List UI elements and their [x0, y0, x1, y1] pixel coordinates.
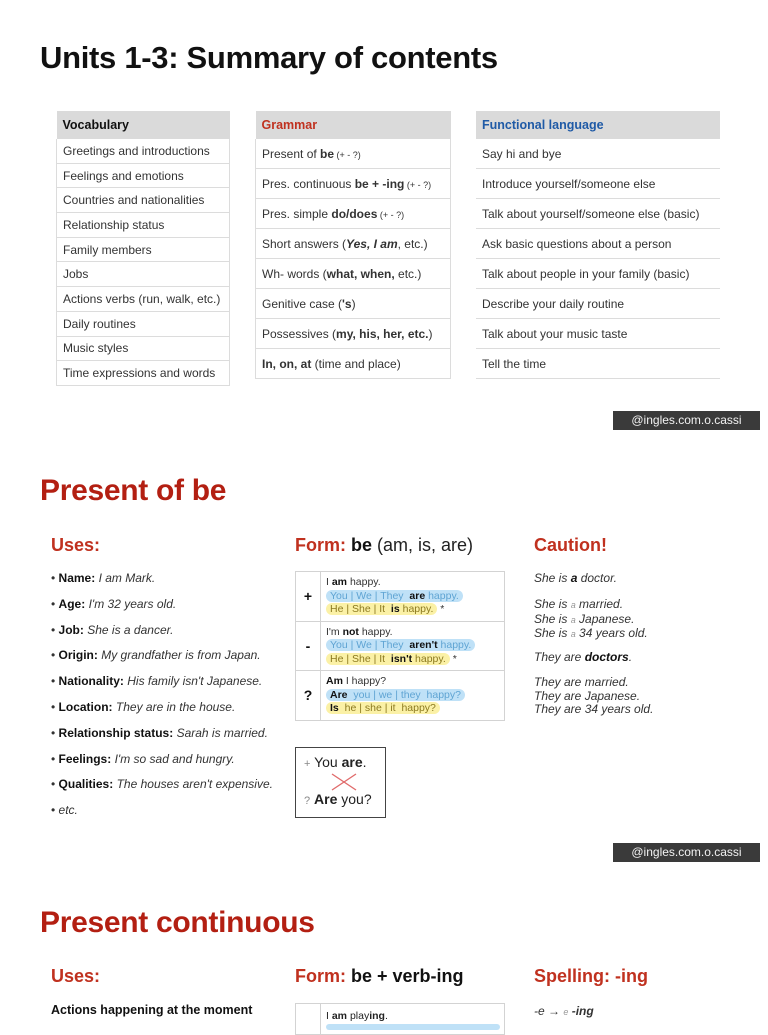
form-row-question: ? Am I happy? Are you | we | they happy? Is he | she | it happy?: [296, 671, 504, 720]
form-table: I am playing.: [295, 1003, 505, 1035]
minus-sign: -: [296, 622, 321, 671]
list-item: • Relationship status: Sarah is married.: [51, 725, 268, 740]
uses-list: [51, 570, 273, 828]
caution-heading: Caution!: [534, 535, 607, 555]
functional-header: Functional language: [476, 111, 720, 139]
form-row-positive: + I am happy. You | We | They are happy. He | She | It is happy. *: [296, 572, 504, 622]
caution-example-2: She is a married. She is a Japanese. She is a 34 years old.: [534, 597, 648, 640]
vocabulary-item: Greetings and introductions: [57, 139, 230, 163]
vocabulary-table: [56, 111, 230, 386]
functional-item: Talk about yourself/someone else (basic): [476, 199, 720, 229]
vocabulary-item: Music styles: [57, 336, 230, 361]
grammar-item: In, on, at (time and place): [256, 349, 451, 379]
grammar-item: Pres. continuous be + -ing (+ - ?): [256, 169, 451, 199]
grammar-table: [255, 111, 451, 379]
uses-heading: Uses:: [51, 535, 101, 555]
list-item: • Job: She is a dancer.: [51, 622, 174, 637]
list-item: • Nationality: His family isn't Japanese.: [51, 674, 263, 689]
author-handle: @ingles.com.o.cassi: [613, 843, 760, 862]
cross-icon: [330, 772, 358, 792]
vocabulary-item: Time expressions and words: [57, 361, 230, 386]
list-item: • Location: They are in the house.: [51, 699, 236, 714]
plus-sign: +: [296, 572, 321, 621]
grammar-item: Short answers (Yes, I am, etc.): [256, 229, 451, 259]
form-heading: Form: be + verb-ing: [295, 966, 464, 986]
caution-example-1: She is a doctor.: [534, 571, 617, 585]
vocabulary-item: Countries and nationalities: [57, 188, 230, 213]
list-item: • Name: I am Mark.: [51, 571, 156, 585]
functional-language-table: [476, 111, 720, 379]
short-answer-box: + You are. ? Are you?: [295, 747, 386, 818]
use-item: Actions happening at the moment: [51, 1003, 253, 1017]
spelling-heading: Spelling: -ing: [534, 966, 648, 986]
list-item: • Feelings: I'm so sad and hungry.: [51, 751, 235, 766]
vocabulary-item: Actions verbs (run, walk, etc.): [57, 287, 230, 312]
grammar-item: Genitive case ('s): [256, 289, 451, 319]
vocabulary-item: Jobs: [57, 262, 230, 287]
grammar-header: Grammar: [256, 111, 451, 139]
grammar-item: Present of be (+ - ?): [256, 139, 451, 169]
vocabulary-item: Family members: [57, 237, 230, 262]
page-title: Units 1-3: Summary of contents: [40, 40, 498, 75]
functional-item: Introduce yourself/someone else: [476, 169, 720, 199]
functional-item: Talk about your music taste: [476, 319, 720, 349]
form-heading: Form: be (am, is, are): [295, 535, 474, 555]
functional-item: Say hi and bye: [476, 139, 720, 169]
vocabulary-item: Daily routines: [57, 311, 230, 336]
grammar-item: Wh- words (what, when, etc.): [256, 259, 451, 289]
section-title-present-be: Present of be: [40, 474, 227, 507]
list-item: • Origin: My grandfather is from Japan.: [51, 648, 261, 663]
section-title-present-continuous: Present continuous: [40, 906, 315, 939]
author-handle: @ingles.com.o.cassi: [613, 411, 760, 430]
vocabulary-item: Feelings and emotions: [57, 163, 230, 188]
vocabulary-header: Vocabulary: [57, 111, 230, 139]
question-sign: ?: [296, 671, 321, 720]
form-table: [295, 571, 505, 721]
grammar-item: Pres. simple do/does (+ - ?): [256, 199, 451, 229]
grammar-item: Possessives (my, his, her, etc.): [256, 319, 451, 349]
functional-item: Talk about people in your family (basic): [476, 259, 720, 289]
uses-heading: Uses:: [51, 966, 101, 986]
list-item: • Age: I'm 32 years old.: [51, 596, 177, 611]
list-item: • Qualities: The houses aren't expensive.: [51, 777, 273, 792]
functional-item: Tell the time: [476, 349, 720, 379]
vocabulary-item: Relationship status: [57, 213, 230, 238]
functional-item: Ask basic questions about a person: [476, 229, 720, 259]
form-row-negative: - I'm not happy. You | We | They aren't happy. He | She | It isn't happy. *: [296, 622, 504, 672]
list-item: • etc.: [51, 803, 78, 818]
spelling-rule: -e → e -ing: [534, 1004, 594, 1018]
caution-example-3: They are doctors.: [534, 650, 633, 664]
functional-item: Describe your daily routine: [476, 289, 720, 319]
caution-example-4: They are married. They are Japanese. They are 34 years old.: [534, 675, 654, 716]
